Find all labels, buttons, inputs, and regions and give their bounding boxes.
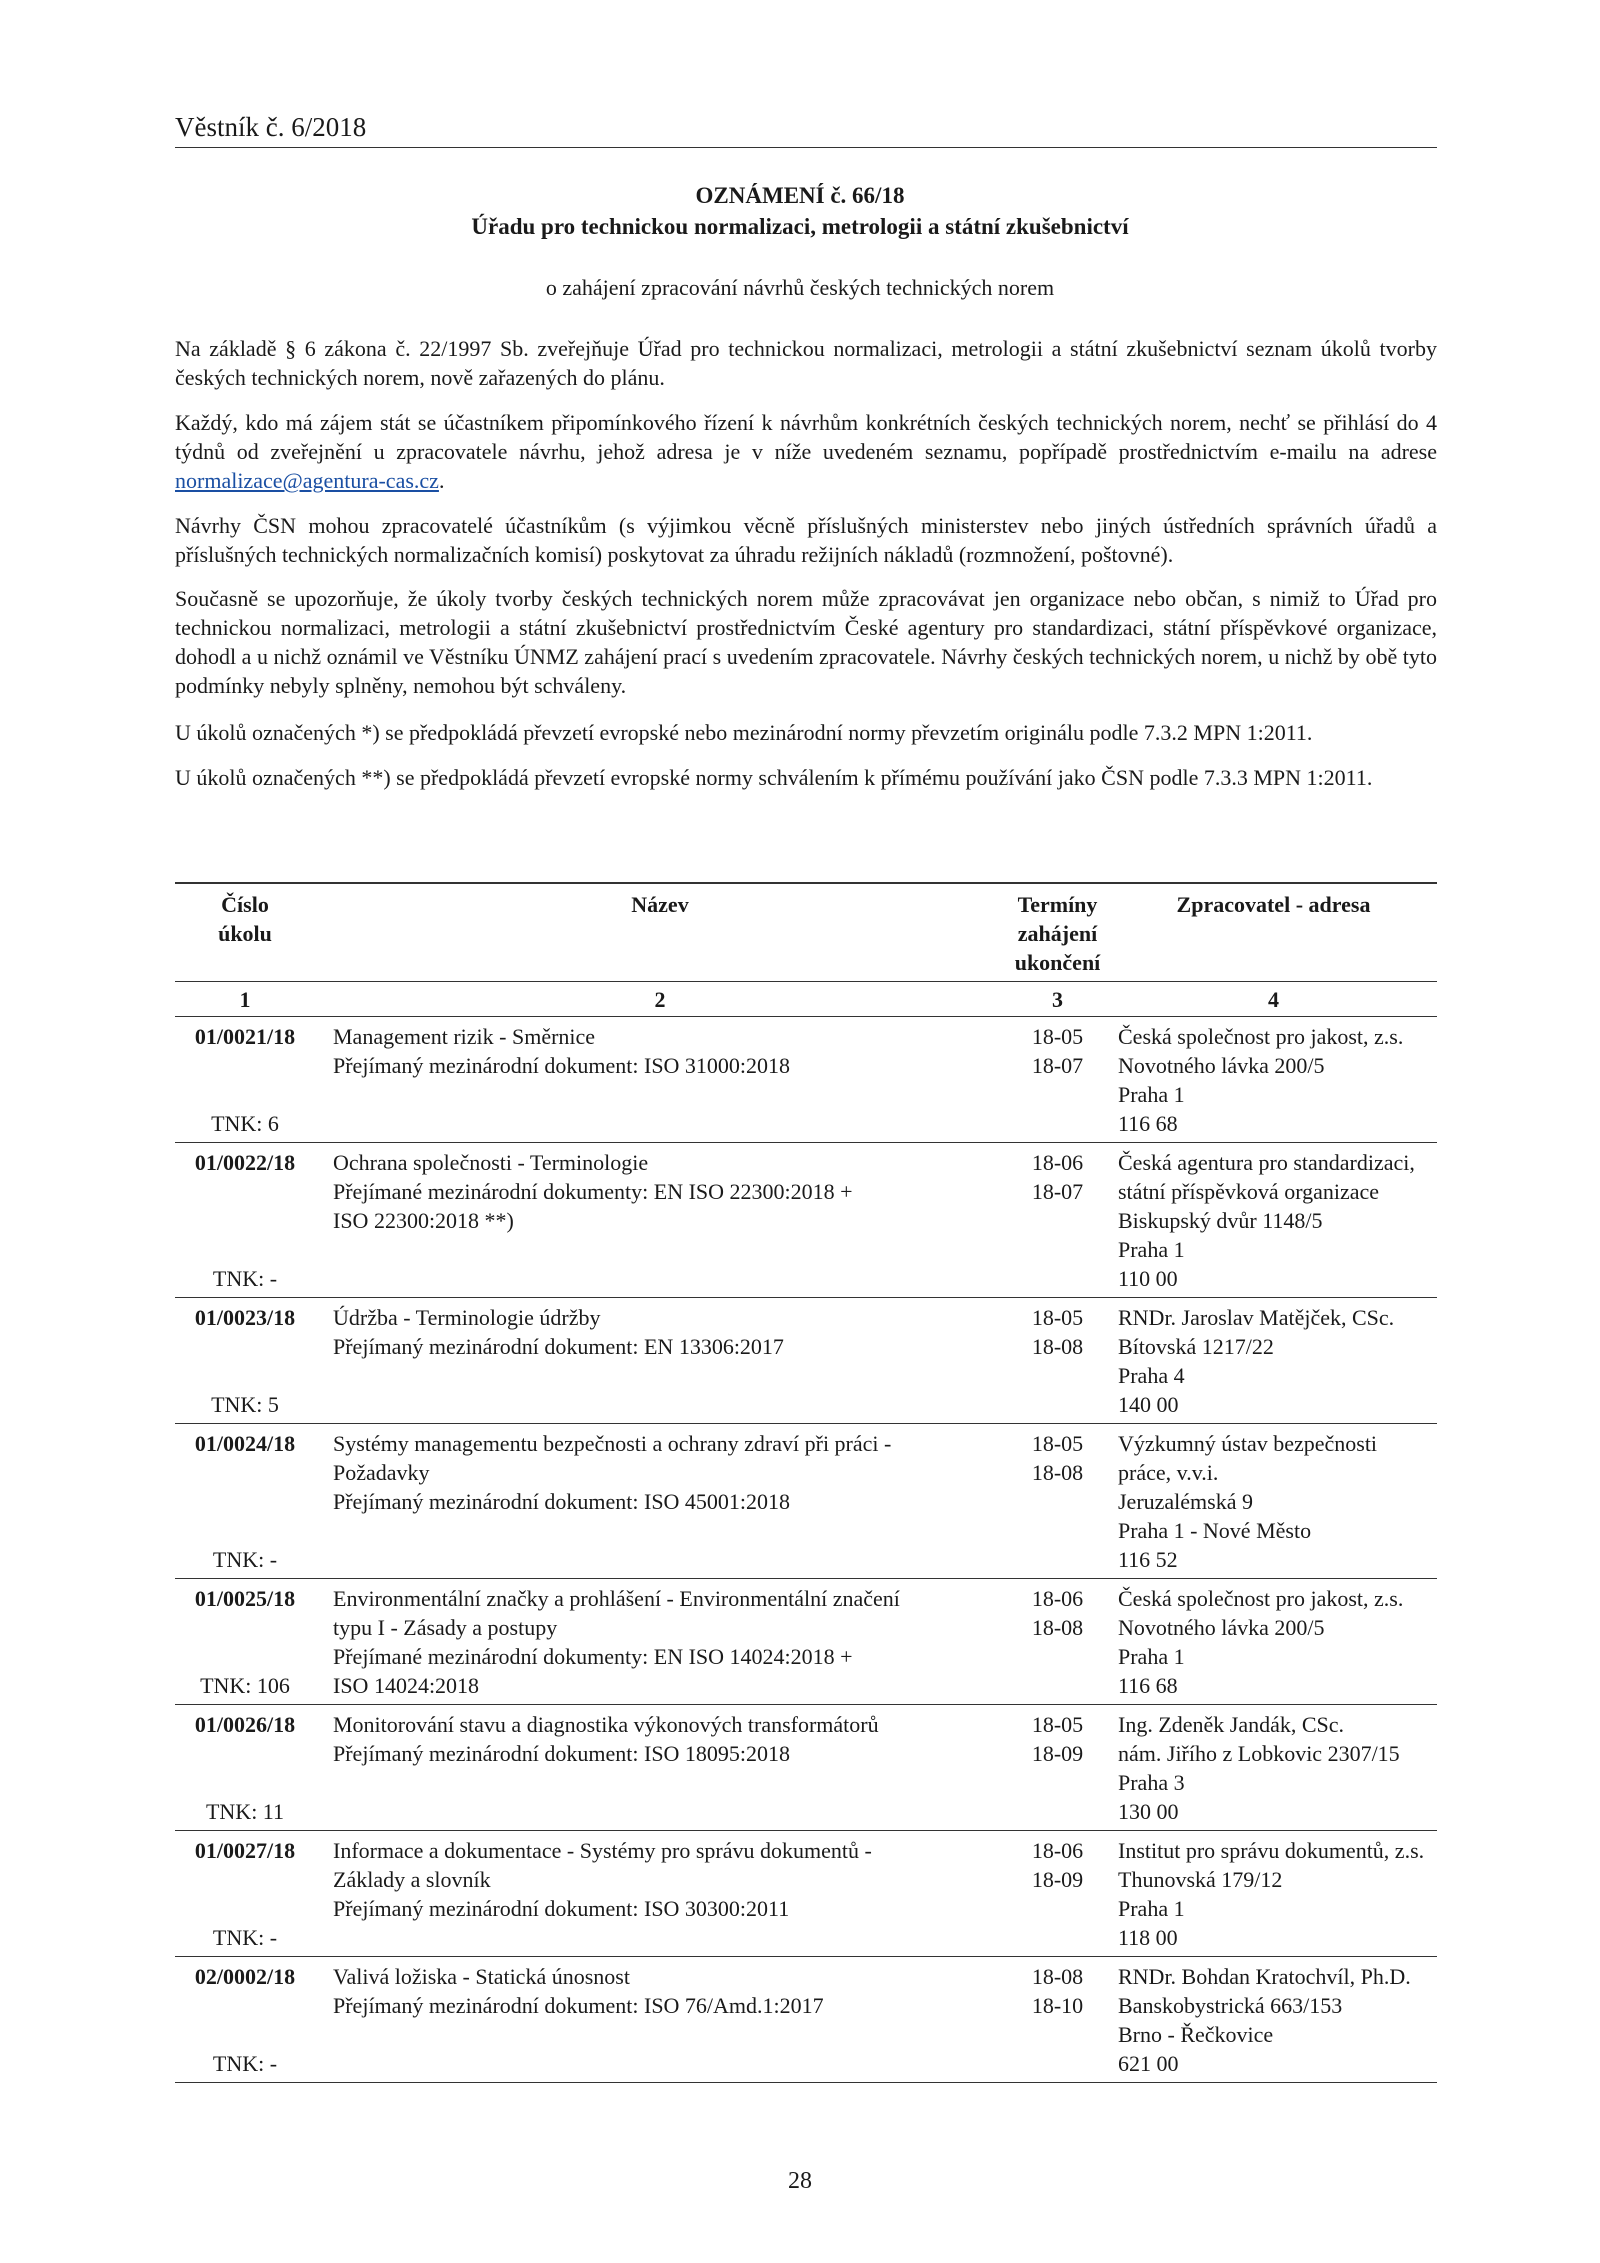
task-id: 01/0024/18 <box>194 1431 296 1456</box>
task-title-line: Přejímané mezinárodní dokumenty: EN ISO 14024:2018 + <box>333 1644 853 1669</box>
processor-address-line: Praha 1 <box>1118 1644 1185 1669</box>
processor-address-line: Novotného lávka 200/5 <box>1118 1053 1325 1078</box>
table-row <box>175 1579 1437 1705</box>
task-title-cell <box>315 1579 1005 1705</box>
term-end: 18-08 <box>1031 1615 1084 1640</box>
term-start: 18-06 <box>1031 1150 1084 1175</box>
tnk-label: TNK: - <box>212 1925 278 1950</box>
processor-address-line: Praha 3 <box>1118 1770 1185 1795</box>
table-row <box>175 1831 1437 1957</box>
task-number-cell <box>175 1143 315 1298</box>
task-number-cell <box>175 1705 315 1831</box>
task-title-line: Přejímaný mezinárodní dokument: ISO 18095:2018 <box>333 1741 791 1766</box>
processor-address-line: RNDr. Bohdan Kratochvíl, Ph.D. <box>1118 1964 1411 1989</box>
term-start: 18-06 <box>1031 1838 1084 1863</box>
column-number: 4 <box>1268 987 1279 1012</box>
task-number-cell <box>175 1831 315 1957</box>
task-title-line: Přejímaný mezinárodní dokument: ISO 76/Amd.1:2017 <box>333 1993 824 2018</box>
task-terms-cell <box>1005 1424 1110 1579</box>
tnk-label: TNK: 5 <box>211 1392 279 1417</box>
task-id: 02/0002/18 <box>194 1964 296 1989</box>
term-end: 18-08 <box>1031 1334 1084 1359</box>
table-row <box>175 1143 1437 1298</box>
paragraph-note-double-star: U úkolů označených **) se předpokládá převzetí evropské normy schválením k přímému používání jako ČSN podle 7.3.3 MPN 1:2011. <box>175 765 1373 790</box>
notice-title: OZNÁMENÍ č. 66/18 <box>695 183 905 208</box>
processor-address-line: 116 68 <box>1118 1111 1178 1136</box>
task-title-cell <box>315 1831 1005 1957</box>
table-row <box>175 1424 1437 1579</box>
term-start: 18-08 <box>1031 1964 1084 1989</box>
task-title-line: Ochrana společnosti - Terminologie <box>333 1150 649 1175</box>
processor-address-line: Výzkumný ústav bezpečnosti <box>1118 1431 1378 1456</box>
column-number: 3 <box>1052 987 1063 1012</box>
tnk-label: TNK: - <box>212 2051 278 2076</box>
paragraph-participation-end: . <box>438 468 445 493</box>
task-id: 01/0023/18 <box>194 1305 296 1330</box>
task-terms-cell <box>1005 1705 1110 1831</box>
tnk-label: TNK: 106 <box>200 1673 290 1698</box>
task-number-cell <box>175 1424 315 1579</box>
table-row <box>175 1705 1437 1831</box>
term-end: 18-09 <box>1031 1741 1084 1766</box>
tnk-label: TNK: 6 <box>211 1111 279 1136</box>
paragraph-fees: Návrhy ČSN mohou zpracovatelé účastníkům (s výjimkou věcně příslušných ministerstev nebo jiných ústředních správních úřadů a příslušných technických normalizačních komisí) poskytovat za úhradu režijních nákladů (rozmnožení, poštovné). <box>175 513 1437 567</box>
paragraph-legal-basis: Na základě § 6 zákona č. 22/1997 Sb. zveřejňuje Úřad pro technickou normalizaci, metrologii a státní zkušebnictví seznam úkolů tvorby českých technických norem, nově zařazených do plánu. <box>175 336 1437 390</box>
page-number: 28 <box>788 2168 812 2194</box>
task-number-cell <box>175 1017 315 1143</box>
table-row <box>175 1298 1437 1424</box>
task-title-line: typu I - Zásady a postupy <box>333 1615 558 1640</box>
task-id: 01/0021/18 <box>194 1024 296 1049</box>
tasks-table <box>175 882 1437 2083</box>
processor-address-cell <box>1110 1017 1437 1143</box>
term-start: 18-05 <box>1031 1712 1084 1737</box>
table-row <box>175 1957 1437 2083</box>
task-title-line: Monitorování stavu a diagnostika výkonových transformátorů <box>333 1712 879 1737</box>
task-id: 01/0022/18 <box>194 1150 296 1175</box>
task-title-cell <box>315 1705 1005 1831</box>
term-end: 18-07 <box>1031 1179 1084 1204</box>
task-id: 01/0026/18 <box>194 1712 296 1737</box>
task-title-line: ISO 14024:2018 <box>333 1673 480 1698</box>
processor-address-line: Banskobystrická 663/153 <box>1118 1993 1343 2018</box>
task-number-cell <box>175 1298 315 1424</box>
task-title-line: Management rizik - Směrnice <box>333 1024 596 1049</box>
task-title-line: Požadavky <box>333 1460 430 1485</box>
processor-address-cell <box>1110 1705 1437 1831</box>
processor-address-line: Brno - Řečkovice <box>1118 2022 1274 2047</box>
task-title-line: ISO 22300:2018 **) <box>333 1208 514 1233</box>
task-number-cell <box>175 1579 315 1705</box>
processor-address-cell <box>1110 1424 1437 1579</box>
term-end: 18-10 <box>1031 1993 1084 2018</box>
task-title-line: Údržba - Terminologie údržby <box>333 1305 601 1330</box>
column-number-row <box>175 982 1437 1017</box>
term-end: 18-07 <box>1031 1053 1084 1078</box>
column-number: 1 <box>239 987 251 1012</box>
header-terms: Termíny zahájení ukončení <box>1014 892 1101 975</box>
term-end: 18-09 <box>1031 1867 1084 1892</box>
task-title-cell <box>315 1957 1005 2083</box>
processor-address-line: Praha 4 <box>1118 1363 1185 1388</box>
header-task-number: Číslo úkolu <box>218 892 272 946</box>
processor-address-line: práce, v.v.i. <box>1118 1460 1219 1485</box>
task-terms-cell <box>1005 1831 1110 1957</box>
task-title-cell <box>315 1017 1005 1143</box>
processor-address-line: nám. Jiřího z Lobkovic 2307/15 <box>1118 1741 1400 1766</box>
task-title-line: Přejímaný mezinárodní dokument: ISO 30300:2011 <box>333 1896 790 1921</box>
task-title-cell <box>315 1424 1005 1579</box>
task-title-line: Přejímaný mezinárodní dokument: ISO 31000:2018 <box>333 1053 791 1078</box>
processor-address-line: státní příspěvková organizace <box>1118 1179 1380 1204</box>
task-id: 01/0025/18 <box>194 1586 296 1611</box>
processor-address-cell <box>1110 1143 1437 1298</box>
task-terms-cell <box>1005 1143 1110 1298</box>
task-title-line: Systémy managementu bezpečnosti a ochrany zdraví při práci - <box>333 1431 892 1456</box>
task-title-cell <box>315 1298 1005 1424</box>
task-title-line: Základy a slovník <box>333 1867 491 1892</box>
processor-address-line: 116 68 <box>1118 1673 1178 1698</box>
processor-address-line: 110 00 <box>1118 1266 1178 1291</box>
processor-address-line: 118 00 <box>1118 1925 1178 1950</box>
processor-address-line: Praha 1 <box>1118 1896 1185 1921</box>
processor-address-line: Praha 1 - Nové Město <box>1118 1518 1312 1543</box>
processor-address-line: RNDr. Jaroslav Matějček, CSc. <box>1118 1305 1395 1330</box>
processor-address-line: Institut pro správu dokumentů, z.s. <box>1118 1838 1425 1863</box>
task-terms-cell <box>1005 1579 1110 1705</box>
processor-address-line: Česká agentura pro standardizaci, <box>1118 1150 1415 1175</box>
processor-address-cell <box>1110 1957 1437 2083</box>
paragraph-participation-text: Každý, kdo má zájem stát se účastníkem připomínkového řízení k návrhům konkrétních českých technických norem, nechť se přihlásí do 4 týdnů od zveřejnění u zpracovatele návrhu, jehož adresa je v níže uvedeném seznamu, popřípadě prostřednictvím e-mailu na adrese <box>175 410 1437 464</box>
processor-address-line: 130 00 <box>1118 1799 1179 1824</box>
term-start: 18-05 <box>1031 1431 1084 1456</box>
bulletin-header: Věstník č. 6/2018 <box>175 112 367 142</box>
task-terms-cell <box>1005 1298 1110 1424</box>
processor-address-line: 621 00 <box>1118 2051 1179 2076</box>
notice-issuer: Úřadu pro technickou normalizaci, metrologii a státní zkušebnictví <box>471 214 1129 239</box>
task-title-line: Přejímané mezinárodní dokumenty: EN ISO 22300:2018 + <box>333 1179 853 1204</box>
term-start: 18-06 <box>1031 1586 1084 1611</box>
processor-address-line: Jeruzalémská 9 <box>1118 1489 1253 1514</box>
term-end: 18-08 <box>1031 1460 1084 1485</box>
header-title: Název <box>631 892 689 917</box>
processor-address-line: Thunovská 179/12 <box>1118 1867 1283 1892</box>
processor-address-line: Novotného lávka 200/5 <box>1118 1615 1325 1640</box>
tnk-label: TNK: - <box>212 1266 278 1291</box>
processor-address-line: Praha 1 <box>1118 1237 1185 1262</box>
processor-address-line: Praha 1 <box>1118 1082 1185 1107</box>
task-title-line: Valivá ložiska - Statická únosnost <box>333 1964 630 1989</box>
processor-address-line: Česká společnost pro jakost, z.s. <box>1118 1586 1404 1611</box>
task-id: 01/0027/18 <box>194 1838 296 1863</box>
header-processor: Zpracovatel - adresa <box>1176 892 1371 917</box>
notice-subject: o zahájení zpracování návrhů českých technických norem <box>545 275 1055 300</box>
paragraph-participation <box>175 408 1437 495</box>
processor-address-line: 116 52 <box>1118 1547 1178 1572</box>
processor-address-cell <box>1110 1298 1437 1424</box>
task-title-line: Environmentální značky a prohlášení - Environmentální značení <box>333 1586 900 1611</box>
tnk-label: TNK: - <box>212 1547 278 1572</box>
tasks-table-body <box>175 1017 1437 2083</box>
task-title-line: Přejímaný mezinárodní dokument: ISO 45001:2018 <box>333 1489 791 1514</box>
task-title-line: Informace a dokumentace - Systémy pro správu dokumentů - <box>333 1838 872 1863</box>
table-row <box>175 1017 1437 1143</box>
tnk-label: TNK: 11 <box>205 1799 284 1824</box>
term-start: 18-05 <box>1031 1305 1084 1330</box>
term-start: 18-05 <box>1031 1024 1084 1049</box>
task-number-cell <box>175 1957 315 2083</box>
column-number: 2 <box>654 987 666 1012</box>
task-title-line: Přejímaný mezinárodní dokument: EN 13306:2017 <box>333 1334 784 1359</box>
processor-address-cell <box>1110 1831 1437 1957</box>
task-title-cell <box>315 1143 1005 1298</box>
header-divider <box>175 147 1437 148</box>
processor-address-cell <box>1110 1579 1437 1705</box>
task-terms-cell <box>1005 1017 1110 1143</box>
paragraph-conditions: Současně se upozorňuje, že úkoly tvorby českých technických norem může zpracovávat jen organizace nebo občan, s nimiž to Úřad pro technickou normalizaci, metrologii a státní zkušebnictví prostřednictvím České agentury pro standardizaci, státní příspěvkové organizace, dohodl a u nichž oznámil ve Věstníku ÚNMZ zahájení prací s uvedením zpracovatele. Návrhy českých technických norem, u nichž by obě tyto podmínky nebyly splněny, nemohou být schváleny. <box>175 586 1437 698</box>
table-header-row <box>175 883 1437 982</box>
processor-address-line: Biskupský dvůr 1148/5 <box>1118 1208 1323 1233</box>
task-terms-cell <box>1005 1957 1110 2083</box>
processor-address-line: Bítovská 1217/22 <box>1118 1334 1274 1359</box>
processor-address-line: Česká společnost pro jakost, z.s. <box>1118 1024 1404 1049</box>
email-link[interactable]: normalizace@agentura-cas.cz <box>175 468 439 493</box>
paragraph-note-single-star: U úkolů označených *) se předpokládá převzetí evropské nebo mezinárodní normy převzetím originálu podle 7.3.2 MPN 1:2011. <box>175 720 1313 745</box>
processor-address-line: Ing. Zdeněk Jandák, CSc. <box>1118 1712 1345 1737</box>
processor-address-line: 140 00 <box>1118 1392 1179 1417</box>
